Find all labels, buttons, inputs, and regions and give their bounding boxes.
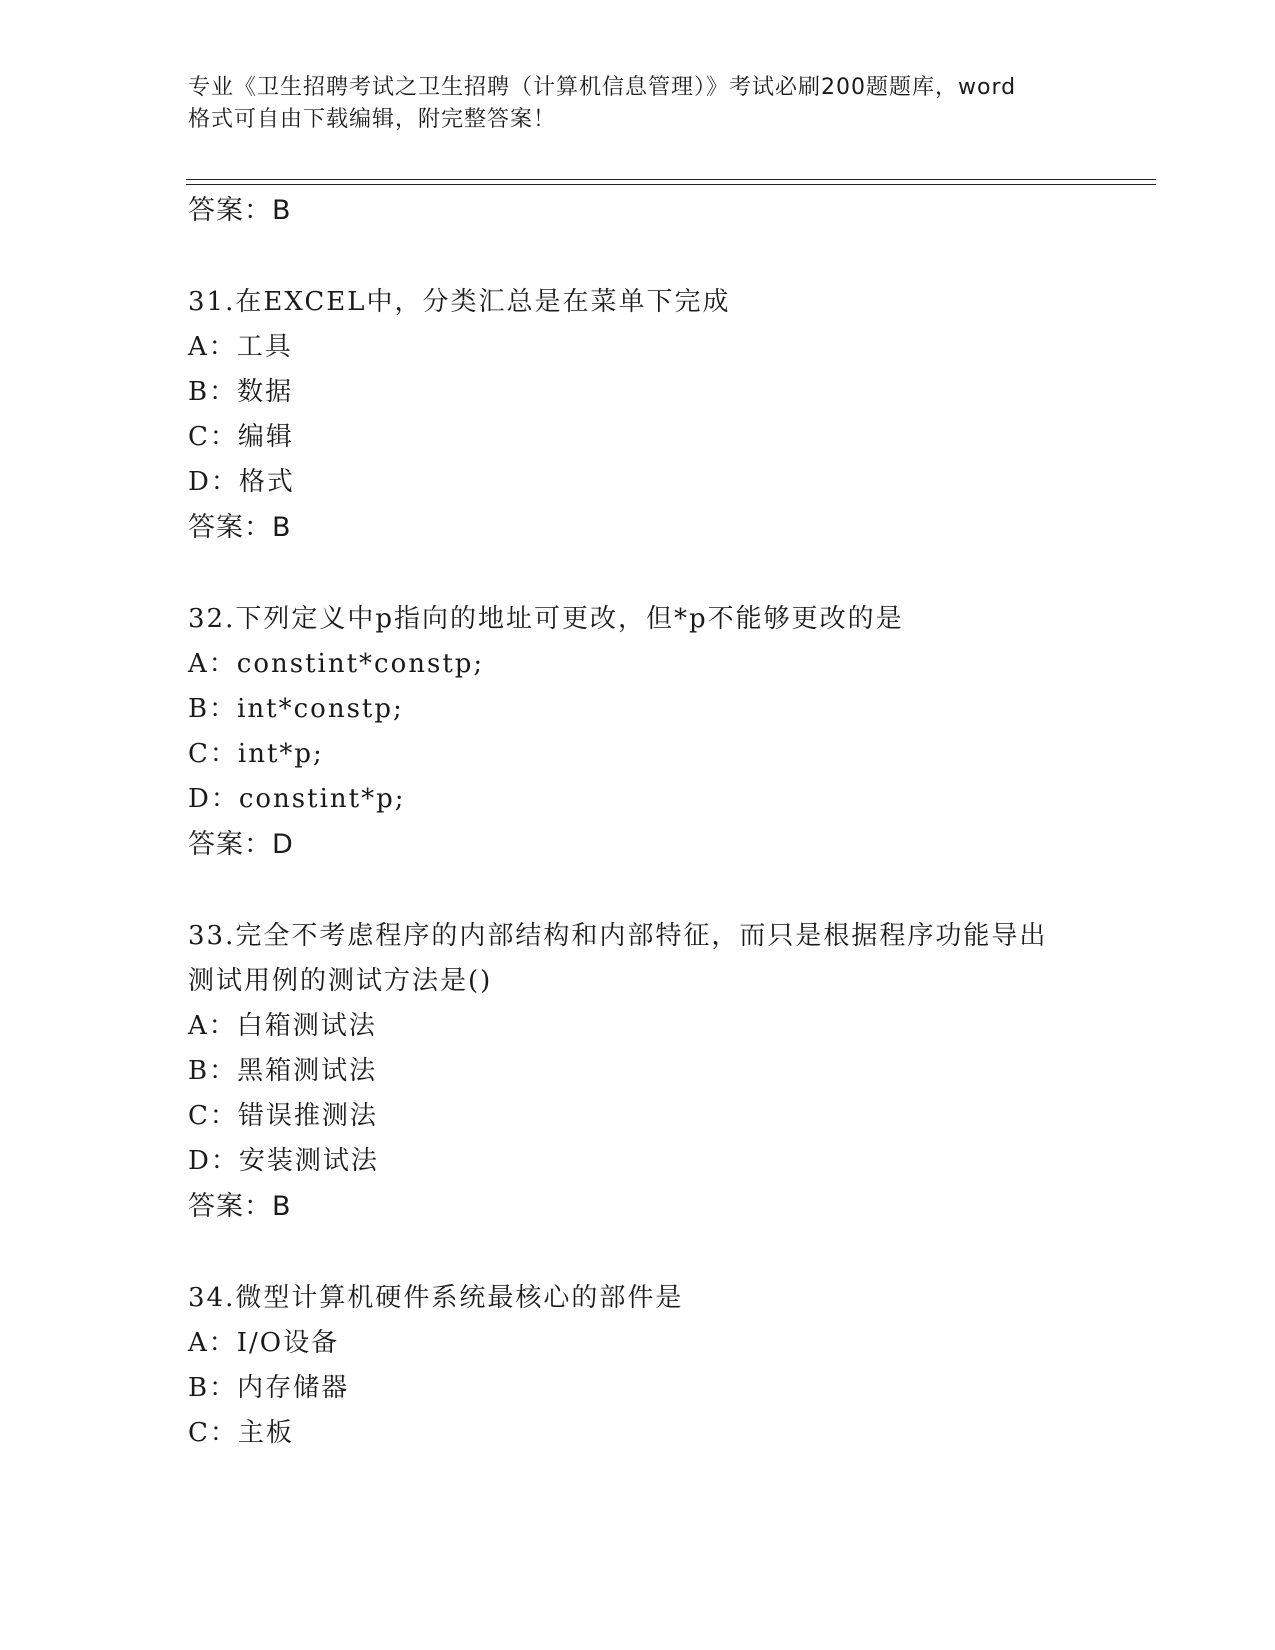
option-c: C：错误推测法: [188, 1101, 378, 1131]
option-a: A：白箱测试法: [188, 1011, 377, 1041]
question-text-line-2: 测试用例的测试方法是(): [188, 966, 493, 996]
option-c: C：主板: [188, 1418, 294, 1448]
option-b: B：内存储器: [188, 1373, 350, 1403]
answer: 答案：D: [188, 829, 294, 860]
question-31: [188, 280, 1088, 550]
header-title-line-1: 专业《卫生招聘考试之卫生招聘（计算机信息管理）》考试必刷200题题库，word: [188, 75, 1017, 100]
option-c: C：int*p;: [188, 739, 324, 769]
question-32: [188, 597, 1088, 867]
header-title-line-2: 格式可自由下载编辑，附完整答案！: [188, 107, 557, 132]
option-a: A：工具: [188, 332, 293, 362]
option-a: A：constint*constp;: [188, 649, 485, 679]
option-a: A：I/O设备: [188, 1328, 340, 1358]
question-text: 31.在EXCEL中，分类汇总是在菜单下完成: [188, 287, 731, 317]
question-34: [188, 1276, 1088, 1456]
document-header: [188, 72, 1088, 136]
option-d: D：格式: [188, 467, 295, 497]
option-d: D：安装测试法: [188, 1146, 379, 1176]
header-divider-bottom: [186, 184, 1156, 185]
option-b: B：int*constp;: [188, 694, 404, 724]
question-33: [188, 914, 1088, 1229]
answer: 答案：B: [188, 1191, 292, 1222]
header-divider-top: [186, 179, 1156, 180]
option-d: D：constint*p;: [188, 784, 406, 814]
question-list: [188, 188, 1088, 1456]
option-c: C：编辑: [188, 422, 294, 452]
question-text: 32.下列定义中p指向的地址可更改，但*p不能够更改的是: [188, 604, 904, 634]
option-b: B：黑箱测试法: [188, 1056, 378, 1086]
option-b: B：数据: [188, 377, 294, 407]
previous-answer: 答案：B: [188, 195, 292, 226]
answer: 答案：B: [188, 512, 292, 543]
question-text-line-1: 33.完全不考虑程序的内部结构和内部特征，而只是根据程序功能导出: [188, 921, 1048, 951]
question-text: 34.微型计算机硬件系统最核心的部件是: [188, 1283, 684, 1313]
